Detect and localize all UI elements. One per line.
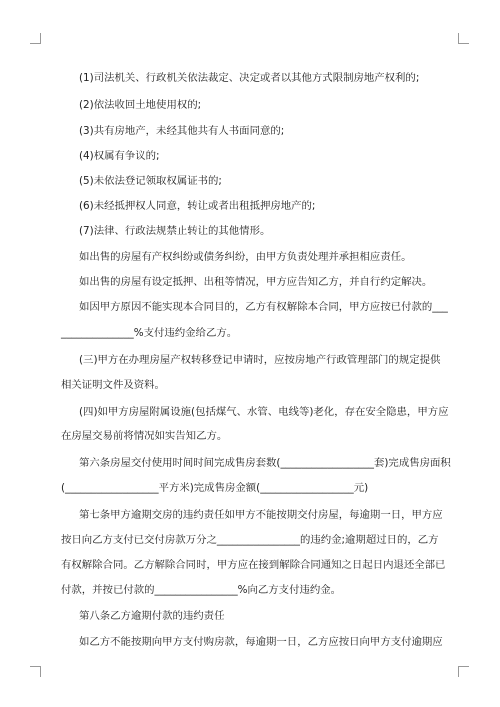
text-line: (4)权属有争议的; (79, 150, 160, 162)
text-line: 如因甲方原因不能实现本合同目的，乙方有权解除本合同，甲方应按已付款的___ (79, 301, 448, 313)
text-line: 如出售的房屋有产权纠纷或债务纠纷，由甲方负责处理并承担相应责任。 (79, 251, 412, 263)
text-line: (1)司法机关、行政机关依法裁定、决定或者以其他方式限制房地产权利的; (79, 72, 420, 84)
text-line: 有权解除合同。乙方解除合同时，甲方应在接到解除合同通知之日起日内退还全部已 (61, 559, 446, 571)
text-line: (__________________平方米)完成售房金额(__________________元) (61, 482, 369, 494)
text-line: 第八条乙方逾期付款的违约责任 (79, 610, 225, 622)
text-line: 相关证明文件及资料。 (61, 379, 165, 391)
text-line: 付款，并按已付款的________________%向乙方支付违约金。 (61, 584, 342, 596)
crop-mark-bottom-left (30, 666, 41, 677)
text-line: 第六条房屋交付使用时间时间完成售房套数(__________________套)完成售房面积 (79, 457, 451, 469)
text-line: 如出售的房屋有设定抵押、出租等情况，甲方应告知乙方，并自行约定解决。 (79, 276, 433, 288)
text-line: (3)共有房地产，未经其他共有人书面同意的; (79, 125, 285, 137)
text-line: 如乙方不能按期向甲方支付购房款，每逾期一日，乙方应按日向甲方支付逾期应 (79, 636, 443, 648)
crop-mark-bottom-right (458, 666, 469, 677)
crop-mark-top-right (458, 33, 469, 44)
text-line: (6)未经抵押权人同意，转让或者出租抵押房地产的; (79, 200, 316, 212)
text-line: 第七条甲方逾期交房的违约责任如甲方不能按期交付房屋，每逾期一日，甲方应 (79, 509, 443, 521)
text-line: (三)甲方在办理房屋产权转移登记申请时，应按房地产行政管理部门的规定提供 (79, 354, 441, 366)
text-line: 在房屋交易前将情况如实告知乙方。 (61, 430, 228, 442)
text-line: (2)依法收回土地使用权的; (79, 99, 202, 111)
text-line: (7)法律、行政法规禁止转让的其他情形。 (79, 225, 271, 237)
text-line: (5)未依法登记领取权属证书的; (79, 175, 222, 187)
text-line: 按日向乙方支付已交付房款万分之________________的违约金;逾期超过日的，乙方 (61, 534, 439, 546)
crop-mark-top-left (30, 33, 41, 44)
text-line: (四)如甲方房屋附属设施(包括煤气、水管、电线等)老化，存在安全隐患，甲方应 (79, 406, 449, 418)
text-line: ______________%支付违约金给乙方。 (61, 327, 238, 339)
